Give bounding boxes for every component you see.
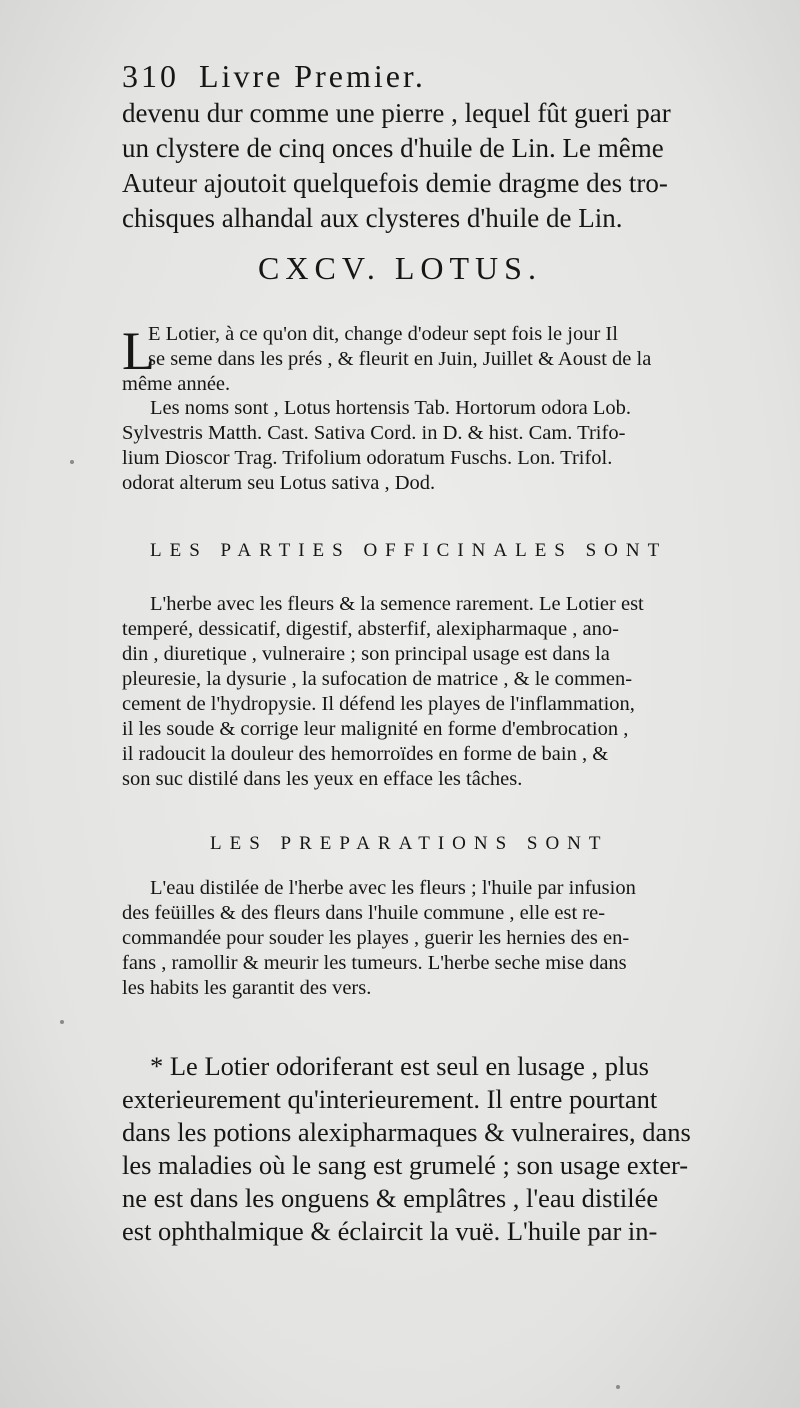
section-heading-preparations: LES PREPARATIONS SONT — [210, 833, 609, 854]
text-line: Sylvestris Matth. Cast. Sativa Cord. in D. & hist. Cam. Trifo- — [122, 422, 626, 444]
text-line: Auteur ajoutoit quelquefois demie dragme des tro- — [122, 168, 668, 198]
text-line: même année. — [122, 373, 231, 395]
text-line: un clystere de cinq onces d'huile de Lin. Le même — [122, 133, 664, 163]
text-line: * Le Lotier odoriferant est seul en lusage , plus — [150, 1051, 649, 1081]
paper-speck — [616, 1385, 620, 1389]
text-line: il radoucit la douleur des hemorroïdes en forme de bain , & — [122, 743, 609, 765]
text-line: il les soude & corrige leur malignité en forme d'embrocation , — [122, 718, 629, 740]
text-line: chisques alhandal aux clysteres d'huile de Lin. — [122, 203, 623, 233]
text-line: devenu dur comme une pierre , lequel fût gueri par — [122, 98, 671, 128]
text-line: exterieurement qu'interieurement. Il entre pourtant — [122, 1084, 658, 1114]
text-line: cement de l'hydropysie. Il défend les playes de l'inflammation, — [122, 693, 635, 715]
text-line: commandée pour souder les playes , guerir les hernies des en- — [122, 927, 630, 949]
paper-speck — [60, 1020, 64, 1024]
paragraph-preparations — [122, 876, 770, 1001]
text-line: des feüilles & des fleurs dans l'huile commune , elle est re- — [122, 902, 606, 924]
text-line: pleuresie, la dysurie , la sufocation de matrice , & le commen- — [122, 668, 633, 690]
text-line: din , diuretique , vulneraire ; son principal usage est dans la — [122, 643, 610, 665]
paragraph-lotier — [122, 322, 770, 397]
text-line: est ophthalmique & éclaircit la vuë. L'huile par in- — [122, 1216, 658, 1246]
text-line: temperé, dessicatif, digestif, absterfif, alexipharmaque , ano- — [122, 618, 619, 640]
text-line: dans les potions alexipharmaques & vulneraires, dans — [122, 1117, 691, 1147]
text-line: Les noms sont , Lotus hortensis Tab. Hortorum odora Lob. — [150, 397, 632, 419]
page-number: 310 — [122, 58, 179, 94]
text-line: lium Dioscor Trag. Trifolium odoratum Fuschs. Lon. Trifol. — [122, 447, 613, 469]
chapter-title: CXCV. LOTUS. — [258, 250, 542, 286]
text-line: les habits les garantit des vers. — [122, 977, 372, 999]
running-header — [122, 58, 770, 95]
intro-paragraph — [122, 96, 770, 236]
text-line: E Lotier, à ce qu'on dit, change d'odeur sept fois le jour Il — [148, 323, 618, 345]
text-line: ne est dans les onguens & emplâtres , l'eau distilée — [122, 1183, 659, 1213]
text-line: son suc distilé dans les yeux en efface les tâches. — [122, 768, 523, 790]
text-line: fans , ramollir & meurir les tumeurs. L'herbe seche mise dans — [122, 952, 627, 974]
paragraph-note — [122, 1050, 770, 1248]
paragraph-noms — [122, 396, 770, 496]
text-line: L'eau distilée de l'herbe avec les fleurs ; l'huile par infusion — [150, 877, 636, 899]
text-line: se seme dans les prés , & fleurit en Juin, Juillet & Aoust de la — [148, 348, 652, 370]
drop-cap: L — [122, 321, 155, 381]
text-line: L'herbe avec les fleurs & la semence rarement. Le Lotier est — [150, 593, 644, 615]
paper-speck — [70, 460, 74, 464]
running-title: Livre Premier. — [199, 58, 426, 94]
section-heading-parties: LES PARTIES OFFICINALES SONT — [150, 540, 668, 561]
paragraph-parties — [122, 592, 770, 792]
text-line: les maladies où le sang est grumelé ; son usage exter- — [122, 1150, 689, 1180]
text-line: odorat alterum seu Lotus sativa , Dod. — [122, 472, 436, 494]
